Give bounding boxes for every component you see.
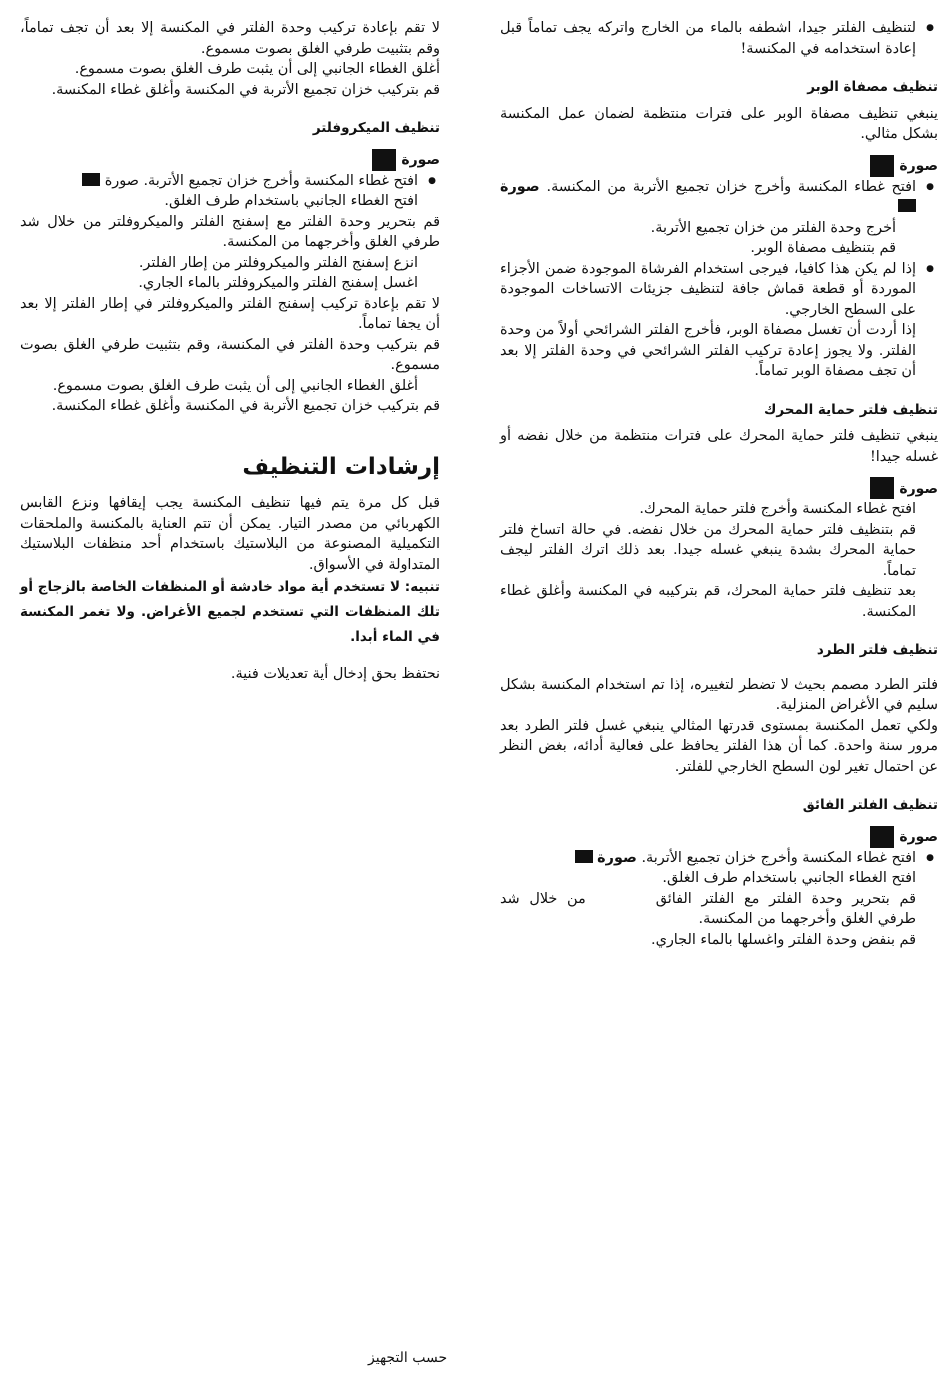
figure-label: صورة — [20, 149, 440, 171]
lint-step-5: إذا أردت أن تغسل مصفاة الوبر، فأخرج الفلتر الشرائحي أولاً من وحدة الفلتر. ولا يجوز إعادة تركيب الفلتر الشرائحي في وحدة الفلتر إلا بعد أن تجف مصفاة الوبر تماماً. — [500, 322, 916, 379]
superior-step-2: افتح الغطاء الجانبي باستخدام طرف الغلق. — [662, 870, 916, 886]
motor-filter-heading: تنظيف فلتر حماية المحرك — [763, 401, 938, 418]
top-step-3: قم بتركيب خزان تجميع الأتربة في المكنسة وأغلق غطاء المكنسة. — [51, 81, 440, 98]
cleaning-warning: تنبيه: لا تستخدم أية مواد خادشة أو المنظفات الخاصة بالزجاج أو تلك المنظفات التي تستخدم لجميع الأغراض. ولا تغمر المكنسة في الماء أبدا. — [20, 579, 440, 645]
intro-bullet: ● لتنظيف الفلتر جيدا، اشطفه بالماء من الخارج واتركه يجف تماماً قبل إعادة استخدامه في المكنسة! — [500, 18, 938, 59]
microfilter-heading: تنظيف الميكروفلتر — [312, 120, 440, 136]
left-column — [20, 18, 440, 685]
micro-step-8: أغلق الغطاء الجانبي إلى أن يثبت طرف الغلق بصوت مسموع. — [52, 377, 418, 394]
micro-step-9: قم بتركيب خزان تجميع الأتربة في المكنسة وأغلق غطاء المكنسة. — [51, 398, 440, 414]
figure-box-inline — [82, 173, 100, 186]
motor-filter-para: ينبغي تنظيف فلتر حماية المحرك على فترات منتظمة من خلال نفضه أو غسله جيدا! — [500, 428, 938, 465]
motor-step-1: افتح غطاء المكنسة وأخرج فلتر حماية المحرك. — [639, 501, 916, 517]
micro-step-1: ● افتح غطاء المكنسة وأخرج خزان تجميع الأتربة. صورة — [20, 171, 440, 192]
figure-box — [870, 826, 894, 848]
superior-filter-heading: تنظيف الفلتر الفائق — [802, 797, 938, 813]
lint-step-2: أخرج وحدة الفلتر من خزان تجميع الأتربة. — [650, 219, 896, 236]
lint-step-3: قم بتنظيف مصفاة الوبر. — [750, 240, 896, 256]
right-column — [500, 18, 938, 950]
superior-step-3: قم بتحرير وحدة الفلتر مع الفلتر الفائقمن خلال شد طرفي الغلق وأخرجهما من المكنسة. — [500, 890, 916, 927]
lint-step-4: ● إذا لم يكن هذا كافيا، فيرجى استخدام الفرشاة الموجودة ضمن الأجزاء الموردة أو قطعة قماش جافة لتنظيف جزيئات الاتساخات الموجودة على السطح الخارجي. — [500, 259, 938, 321]
figure-box — [372, 149, 396, 171]
rights-note: نحتفظ بحق إدخال أية تعديلات فنية. — [230, 666, 440, 682]
micro-step-4: انزع إسفنج الفلتر والميكروفلتر من إطار الفلتر. — [138, 254, 418, 271]
figure-box — [870, 155, 894, 177]
figure-box-inline — [898, 199, 916, 212]
cleaning-para: قبل كل مرة يتم فيها تنظيف المكنسة يجب إيقافها ونزع القابس الكهربائي من مصدر التيار. يمكن أن تتم العناية بالمكنسة والملحقات التكميلية المصنوعة من البلاستيك باستخدام أحد منظفات البلاستيك المتداولة في الأسواق. — [20, 495, 440, 573]
exhaust-para-1: فلتر الطرد مصمم بحيث لا تضطر لتغييره، إذا تم استخدام المكنسة بشكل سليم في الأغراض المنزلية. — [500, 676, 938, 713]
motor-step-3: بعد تنظيف فلتر حماية المحرك، قم بتركيبه في المكنسة وأغلق غطاء المكنسة. — [500, 583, 916, 620]
figure-box — [870, 477, 894, 499]
top-step-2: أغلق الغطاء الجانبي إلى أن يثبت طرف الغلق بصوت مسموع. — [74, 61, 440, 77]
exhaust-filter-heading: تنظيف فلتر الطرد — [816, 642, 938, 658]
micro-step-5: اغسل إسفنج الفلتر والميكروفلتر بالماء الجاري. — [138, 275, 418, 291]
figure-label: صورة — [500, 155, 938, 177]
figure-box-inline — [575, 850, 593, 863]
cleaning-title: إرشادات التنظيف — [242, 453, 440, 480]
lint-step-1: ● افتح غطاء المكنسة وأخرج خزان تجميع الأتربة من المكنسة. صورة — [500, 177, 938, 218]
motor-step-2: قم بتنظيف فلتر حماية المحرك من خلال نفضه. في حالة اتساخ فلتر حماية المحرك بشدة ينبغي غسله جيدا. بعد ذلك اترك الفلتر ليجف تماماً. — [500, 521, 916, 579]
exhaust-para-2: ولكي تعمل المكنسة بمستوى قدرتها المثالي ينبغي غسل فلتر الطرد بعد مرور سنة واحدة. كما أن هذا الفلتر يحافظ على فعالية أدائه، بغض النظر عن احتمال تغير لون السطح الخارجي للفلتر. — [500, 717, 938, 775]
top-step-1: لا تقم بإعادة تركيب وحدة الفلتر في المكنسة إلا بعد أن تجف تماماً، وقم بتثبيت طرفي الغلق بصوت مسموع. — [20, 20, 440, 57]
lint-filter-para: ينبغي تنظيف مصفاة الوبر على فترات منتظمة لضمان عمل المكنسة بشكل مثالي. — [500, 105, 938, 142]
page-footer: حسب التجهيز — [368, 1350, 448, 1366]
figure-label: صورة — [500, 826, 938, 848]
micro-step-3: قم بتحرير وحدة الفلتر مع إسفنج الفلتر والميكروفلتر من خلال شد طرفي الغلق وأخرجهما من المكنسة. — [20, 213, 440, 250]
superior-step-1: ● افتح غطاء المكنسة وأخرج خزان تجميع الأتربة. صورة — [500, 848, 938, 869]
micro-step-6: لا تقم بإعادة تركيب إسفنج الفلتر والميكروفلتر في إطار الفلتر إلا بعد أن يجفا تماماً. — [20, 295, 440, 332]
superior-step-4: قم بنفض وحدة الفلتر واغسلها بالماء الجاري. — [651, 931, 916, 948]
figure-label: صورة — [500, 477, 938, 499]
lint-filter-heading: تنظيف مصفاة الوبر — [807, 79, 938, 95]
micro-step-2: افتح الغطاء الجانبي باستخدام طرف الغلق. — [164, 193, 418, 209]
micro-step-7: قم بتركيب وحدة الفلتر في المكنسة، وقم بتثبيت طرفي الغلق بصوت مسموع. — [20, 336, 440, 373]
